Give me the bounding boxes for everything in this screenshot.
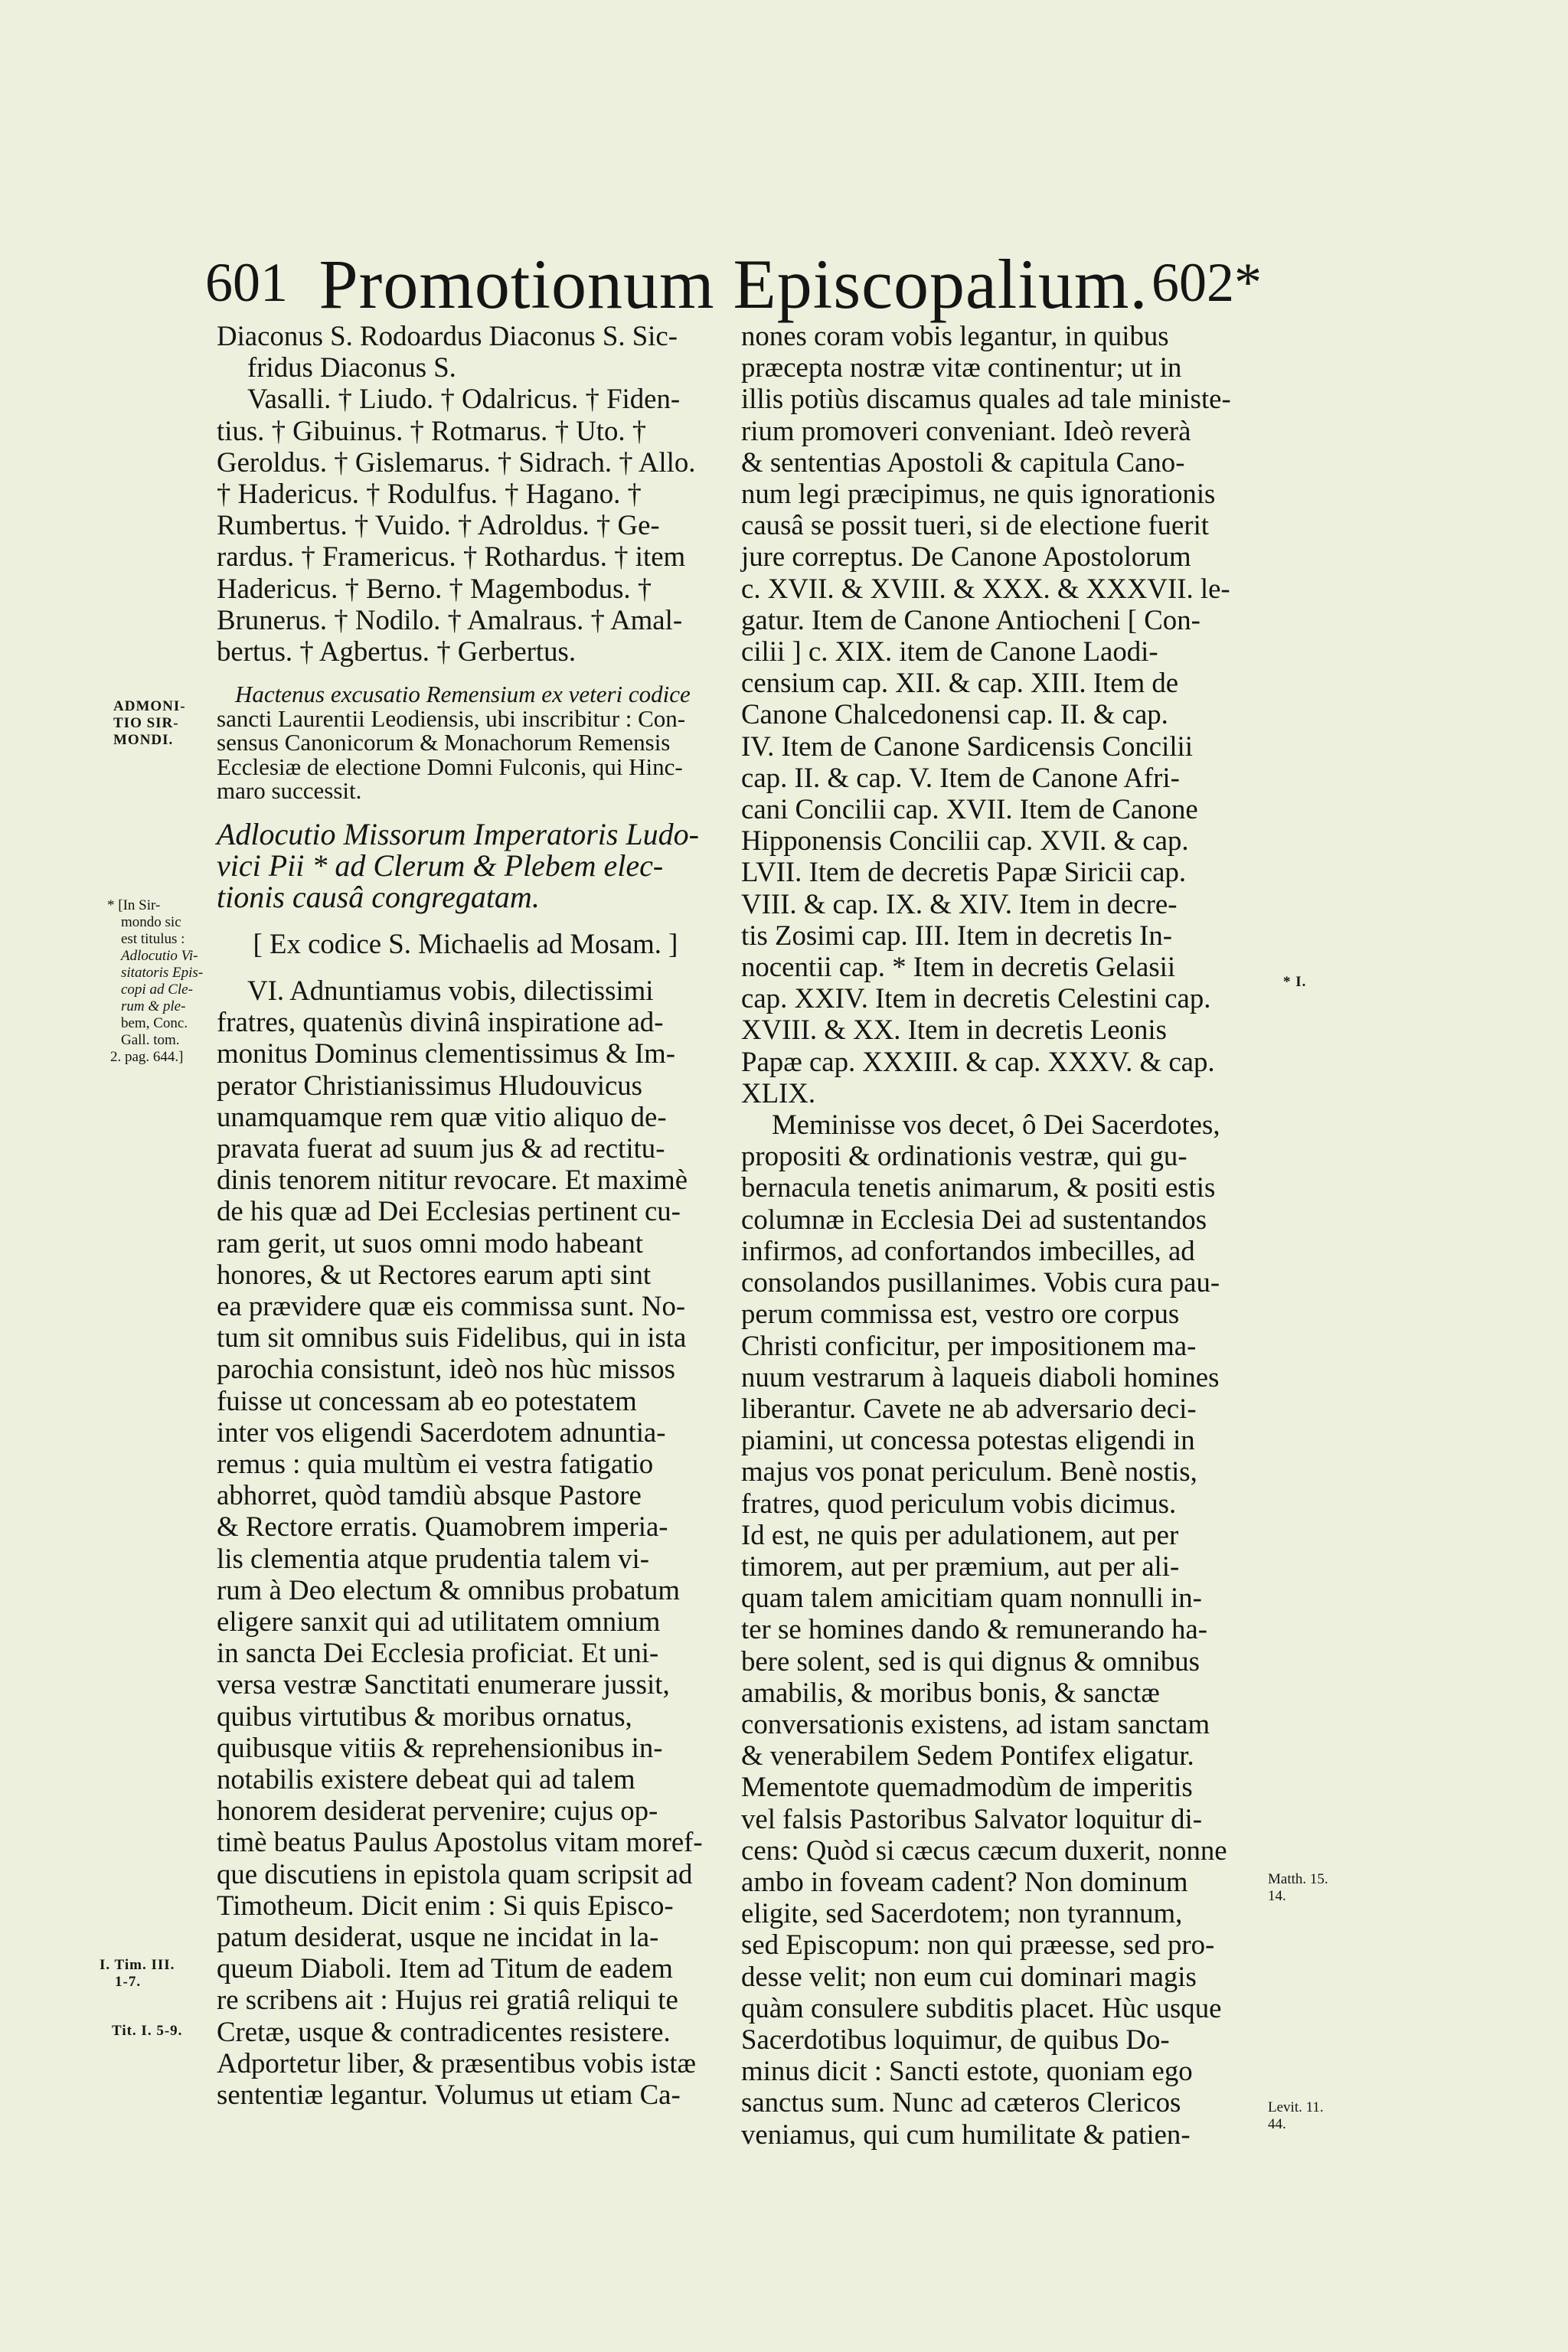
text-line: timè beatus Paulus Apostolus vitam moref-: [217, 1826, 703, 1858]
text-line: gatur. Item de Canone Antiocheni [ Con-: [741, 603, 1200, 635]
text-line: c. XVII. & XVIII. & XXX. & XXXVII. le-: [741, 572, 1230, 604]
text-line: rum & ple-: [121, 998, 186, 1014]
text-line: Timotheum. Dicit enim : Si quis Episco-: [217, 1889, 674, 1921]
text-line: Hadericus. † Berno. † Magembodus. †: [217, 572, 652, 604]
text-line: rum à Deo electum & omnibus probatum: [217, 1573, 680, 1606]
text-line: Id est, ne quis per adulationem, aut per: [741, 1518, 1179, 1550]
text-line: cani Concilii cap. XVII. Item de Canone: [741, 793, 1198, 825]
text-line: queum Diaboli. Item ad Titum de eadem: [217, 1952, 673, 1984]
text-line: 2. pag. 644.]: [110, 1049, 184, 1065]
text-line: Matth. 15.: [1268, 1871, 1328, 1887]
text-line: bernacula tenetis animarum, & positi estis: [741, 1171, 1216, 1204]
text-line: Vasalli. † Liudo. † Odalricus. † Fiden-: [247, 383, 681, 415]
text-line: Adlocutio Vi-: [121, 948, 198, 964]
text-line: 1-7.: [115, 1974, 142, 1990]
text-line: VI. Adnuntiamus vobis, dilectissimi: [247, 974, 654, 1006]
right-column: [741, 320, 1253, 2150]
text-line: Adlocutio Missorum Imperatoris Ludo-: [217, 816, 699, 851]
text-line: parochia consistunt, ideò nos hùc missos: [217, 1353, 675, 1385]
text-line: Mementote quemadmodùm de imperitis: [741, 1771, 1193, 1803]
text-line: desse velit; non eum cui dominari magis: [741, 1960, 1197, 1992]
text-line: I. Tim. III.: [100, 1957, 175, 1973]
vasalli-list: [217, 383, 714, 667]
text-line: bertus. † Agbertus. † Gerbertus.: [217, 635, 577, 668]
text-line: fridus Diaconus S.: [247, 351, 456, 384]
text-line: 44.: [1268, 2116, 1286, 2132]
text-line: * [In Sir-: [107, 897, 161, 913]
text-line: eligere sanxit qui ad utilitatem omnium: [217, 1606, 661, 1637]
text-line: infirmos, ad confortandos imbecilles, ad: [741, 1234, 1195, 1266]
text-line: est titulus :: [121, 931, 185, 947]
text-line: amabilis, & moribus bonis, & sanctæ: [741, 1676, 1160, 1708]
text-line: quibusque vitiis & reprehensionibus in-: [217, 1731, 663, 1763]
page-header: [205, 243, 1262, 328]
text-line: mondo sic: [121, 914, 181, 930]
text-line: pravata fuerat ad suum jus & ad rectitu-: [217, 1132, 665, 1164]
text-line: Meminisse vos decet, ô Dei Sacerdotes,: [772, 1109, 1220, 1141]
text-line: bere solent, sed is qui dignus & omnibus: [741, 1645, 1200, 1677]
text-line: XVIII. & XX. Item in decretis Leonis: [741, 1014, 1167, 1046]
text-line: Sacerdotibus loquimur, de quibus Do-: [741, 2023, 1170, 2055]
text-line: cens: Quòd si cæcus cæcum duxerit, nonne: [741, 1834, 1227, 1866]
text-line: columnæ in Ecclesia Dei ad sustentandos: [741, 1203, 1207, 1235]
text-line: copi ad Cle-: [121, 982, 193, 998]
text-line: ter se homines dando & remunerando ha-: [741, 1613, 1207, 1645]
text-line: Brunerus. † Nodilo. † Amalraus. † Amal-: [217, 603, 683, 635]
text-line: monitus Dominus clementissimus & Im-: [217, 1037, 675, 1070]
left-column: [217, 320, 714, 2110]
text-line: Diaconus S. Rodoardus Diaconus S. Sic-: [217, 320, 678, 351]
text-line: tis Zosimi cap. III. Item in decretis In-: [741, 919, 1173, 951]
text-line: Papæ cap. XXXIII. & cap. XXXV. & cap.: [741, 1045, 1215, 1077]
text-line: LVII. Item de decretis Papæ Siricii cap.: [741, 856, 1187, 888]
editorial-note: [217, 682, 714, 803]
text-line: majus vos ponat periculum. Benè nostis,: [741, 1455, 1197, 1488]
text-line: abhorret, quòd tamdiù absque Pastore: [217, 1479, 642, 1511]
paragraph-exhortation: [741, 1109, 1253, 2150]
text-line: MONDI.: [113, 732, 174, 748]
text-line: ADMONI-: [113, 698, 186, 714]
source-line: [ Ex codice S. Michaelis ad Mosam. ]: [253, 927, 678, 959]
text-line: cap. XXIV. Item in decretis Celestini cap.: [741, 982, 1211, 1014]
text-line: Levit. 11.: [1268, 2099, 1324, 2115]
text-line: dinis tenorem nititur revocare. Et maximè: [217, 1164, 688, 1196]
text-line: rardus. † Framericus. † Rothardus. † item: [217, 541, 686, 573]
text-line: num legi præcipimus, ne quis ignorationis: [741, 478, 1216, 510]
text-line: ram gerit, ut suos omni modo habeant: [217, 1227, 643, 1259]
text-line: & Rectore erratis. Quamobrem imperia-: [217, 1511, 668, 1543]
list-names-top: [217, 320, 714, 383]
text-line: perum commissa est, vestro ore corpus: [741, 1298, 1180, 1330]
text-line: eligite, sed Sacerdotem; non tyrannum,: [741, 1897, 1183, 1929]
text-line: piamini, ut concessa potestas eligendi in: [741, 1424, 1195, 1456]
text-line: Canone Chalcedonensi cap. II. & cap.: [741, 698, 1168, 730]
text-line: sitatoris Epis-: [121, 965, 204, 981]
text-line: Hactenus excusatio Remensium ex veteri codice: [235, 681, 691, 708]
paragraph-canons: [741, 320, 1253, 1109]
text-line: quibus virtutibus & moribus ornatus,: [217, 1700, 632, 1732]
text-line: consolandos pusillanimes. Vobis cura pau-: [741, 1266, 1220, 1298]
text-line: honorem desiderat pervenire; cujus op-: [217, 1795, 658, 1827]
text-line: lis clementia atque prudentia talem vi-: [217, 1542, 650, 1574]
text-line: Gall. tom.: [121, 1032, 180, 1048]
text-line: quàm consulere subditis placet. Hùc usque: [741, 1991, 1222, 2024]
text-line: & sententias Apostoli & capitula Cano-: [741, 446, 1185, 478]
text-line: & venerabilem Sedem Pontifex eligatur.: [741, 1740, 1194, 1772]
text-line: jure correptus. De Canone Apostolorum: [741, 541, 1191, 573]
text-line: Christi conficitur, per impositionem ma-: [741, 1329, 1197, 1361]
text-line: illis potiùs discamus quales ad tale ministe-: [741, 383, 1231, 415]
text-line: timorem, aut per præmium, aut per ali-: [741, 1550, 1180, 1582]
margin-note-leviticus: [1268, 2099, 1324, 2133]
text-line: sed Episcopum: non qui præesse, sed pro-: [741, 1929, 1215, 1961]
text-line: de his quæ ad Dei Ecclesias pertinent cu-: [217, 1195, 681, 1227]
text-line: ambo in foveam cadent? Non dominum: [741, 1865, 1188, 1897]
text-line: sententiæ legantur. Volumus ut etiam Ca-: [217, 2079, 681, 2111]
text-line: XLIX.: [741, 1076, 816, 1109]
page-number-right: 602*: [1152, 252, 1262, 313]
running-title: Promotionum Episcopalium.: [318, 245, 1148, 323]
text-line: * I.: [1283, 974, 1307, 990]
text-line: Ecclesiæ de electione Domni Fulconis, qui Hinc-: [217, 753, 683, 780]
text-line: minus dicit : Sancti estote, quoniam ego: [741, 2055, 1193, 2087]
text-line: censium cap. XII. & cap. XIII. Item de: [741, 667, 1179, 699]
text-line: versa vestræ Sanctitati enumerare jussit,: [217, 1668, 670, 1700]
text-line: † Hadericus. † Rodulfus. † Hagano. †: [217, 478, 642, 510]
margin-note-admonitio: [113, 698, 186, 749]
text-line: unamquamque rem quæ vitio aliquo de-: [217, 1100, 667, 1132]
text-line: fratres, quod periculum vobis dicimus.: [741, 1487, 1177, 1519]
text-line: Rumbertus. † Vuido. † Adroldus. † Ge-: [217, 509, 660, 541]
text-line: re scribens ait : Hujus rei gratiâ reliqui te: [217, 1984, 678, 2016]
text-line: inter vos eligendi Sacerdotem adnuntia-: [217, 1416, 666, 1448]
text-line: veniamus, qui cum humilitate & patien-: [741, 2118, 1191, 2150]
text-line: rium promoveri conveniant. Ideò reverà: [741, 414, 1191, 446]
text-line: Adportetur liber, & præsentibus vobis istæ: [217, 2047, 697, 2079]
text-line: Cretæ, usque & contradicentes resistere.: [217, 2015, 671, 2047]
text-line: præcepta nostræ vitæ continentur; ut in: [741, 351, 1182, 384]
text-line: fratres, quatenùs divinâ inspiratione ad-: [217, 1006, 664, 1038]
text-line: bem, Conc.: [121, 1015, 188, 1031]
margin-note-matthew: [1268, 1871, 1328, 1905]
text-line: liberantur. Cavete ne ab adversario deci-: [741, 1392, 1197, 1424]
text-line: patum desiderat, usque ne incidat in la-: [217, 1921, 659, 1953]
text-line: fuisse ut concessam ab eo potestatem: [217, 1384, 637, 1416]
text-line: remus : quia multùm ei vestra fatigatio: [217, 1447, 654, 1479]
text-line: Tit. I. 5-9.: [112, 2023, 183, 2039]
margin-note-right-star: [1283, 974, 1306, 991]
text-line: maro successit.: [217, 777, 362, 805]
text-line: Hipponensis Concilii cap. XVII. & cap.: [741, 825, 1189, 857]
text-line: nones coram vobis legantur, in quibus: [741, 320, 1169, 351]
page-number-left: 601: [205, 252, 288, 313]
body-text: [217, 975, 714, 2110]
text-line: honores, & ut Rectores earum apti sint: [217, 1258, 652, 1290]
text-line: cap. II. & cap. V. Item de Canone Afri-: [741, 761, 1180, 793]
text-line: sensus Canonicorum & Monachorum Remensis: [217, 729, 671, 756]
text-line: tum sit omnibus suis Fidelibus, qui in ista: [217, 1321, 687, 1354]
text-line: ea prævidere quæ eis commissa sunt. No-: [217, 1289, 686, 1321]
text-line: vel falsis Pastoribus Salvator loquitur di-: [741, 1802, 1202, 1834]
text-line: propositi & ordinationis vestræ, qui gu-: [741, 1140, 1187, 1172]
text-line: tius. † Gibuinus. † Rotmarus. † Uto. †: [217, 414, 647, 446]
text-line: sancti Laurentii Leodiensis, ubi inscribitur : Con-: [217, 704, 686, 732]
text-line: conversationis existens, ad istam sanctam: [741, 1707, 1210, 1740]
text-line: in sancta Dei Ecclesia proficiat. Et uni-: [217, 1637, 659, 1669]
section-title: [217, 816, 714, 914]
text-line: sanctus sum. Nunc ad cæteros Clericos: [741, 2086, 1181, 2118]
text-line: 14.: [1268, 1888, 1286, 1904]
text-line: quam talem amicitiam quam nonnulli in-: [741, 1582, 1202, 1614]
text-line: Geroldus. † Gislemarus. † Sidrach. † Allo.: [217, 446, 696, 478]
text-line: nocentii cap. * Item in decretis Gelasii: [741, 951, 1176, 983]
text-line: cilii ] c. XIX. item de Canone Laodi-: [741, 635, 1158, 668]
text-line: perator Christianissimus Hludouvicus: [217, 1069, 642, 1101]
text-line: vici Pii * ad Clerum & Plebem elec-: [217, 848, 664, 883]
text-line: nuum vestrarum à laqueis diaboli homines: [741, 1361, 1220, 1393]
text-line: causâ se possit tueri, si de electione fuerit: [741, 509, 1210, 541]
margin-note-timothy: [100, 1957, 175, 1991]
text-line: notabilis existere debeat qui ad talem: [217, 1763, 635, 1795]
text-line: que discutiens in epistola quam scripsit ad: [217, 1857, 693, 1890]
text-line: TIO SIR-: [113, 715, 179, 731]
text-line: IV. Item de Canone Sardicensis Concilii: [741, 730, 1194, 762]
margin-note-star: [107, 897, 203, 1066]
text-line: tionis causâ congregatam.: [217, 879, 540, 914]
text-line: VIII. & cap. IX. & XIV. Item in decre-: [741, 887, 1178, 920]
margin-note-titus: [112, 2023, 182, 2040]
